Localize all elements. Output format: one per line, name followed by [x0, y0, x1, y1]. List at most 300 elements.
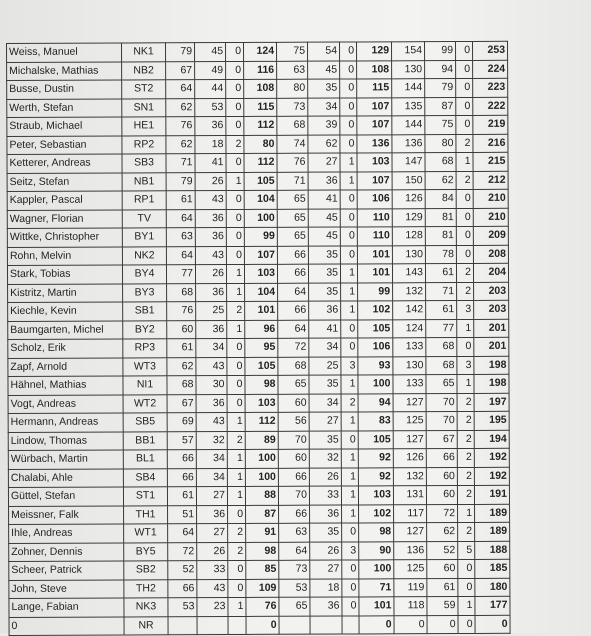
lane2-misses-cell: 0	[341, 430, 358, 449]
sum-full-cell: 142	[393, 301, 426, 320]
lane2-full-cell: 80	[277, 79, 308, 98]
grand-total-cell: 210	[473, 208, 508, 227]
sum-clear-cell: 77	[426, 319, 457, 338]
lane1-clear-cell: 49	[195, 61, 226, 80]
lane1-full-cell: 79	[166, 43, 195, 62]
lane1-clear-cell: 41	[195, 154, 226, 173]
lane2-full-cell: 73	[279, 560, 310, 579]
lane2-misses-cell: 1	[340, 171, 357, 190]
lane1-total-cell: 101	[245, 301, 278, 320]
lane2-misses-cell: 0	[340, 97, 357, 116]
table-row	[7, 60, 508, 81]
team-code-cell: NB1	[122, 172, 166, 191]
lane1-full-cell: 61	[166, 191, 195, 210]
lane2-total-cell: 101	[357, 245, 392, 264]
lane1-total-cell: 98	[245, 375, 278, 394]
lane1-full-cell: 62	[166, 98, 195, 117]
lane1-misses-cell: 1	[227, 486, 245, 505]
grand-total-cell: 189	[475, 522, 510, 541]
lane2-misses-cell: 0	[340, 60, 357, 79]
table-row	[9, 578, 510, 599]
lane1-total-cell: 124	[243, 42, 276, 61]
lane2-full-cell: 53	[279, 579, 310, 598]
sum-misses-cell: 2	[458, 522, 475, 541]
lane1-total-cell: 109	[246, 579, 279, 598]
results-table-body	[7, 41, 511, 635]
lane2-clear-cell: 26	[309, 468, 341, 487]
sum-misses-cell: 0	[456, 97, 473, 116]
lane2-total-cell: 106	[357, 190, 392, 209]
grand-total-cell: 194	[474, 430, 509, 449]
sum-clear-cell: 75	[425, 116, 456, 135]
sum-full-cell: 154	[391, 42, 424, 61]
grand-total-cell: 203	[474, 300, 509, 319]
lane2-clear-cell: 62	[308, 135, 340, 154]
lane2-clear-cell: 27	[308, 153, 340, 172]
team-code-cell: ST2	[122, 80, 166, 99]
sum-full-cell: 144	[392, 116, 425, 135]
sum-full-cell: 143	[392, 264, 425, 283]
player-name-cell: Hähnel, Mathias	[8, 376, 123, 395]
sum-misses-cell: 0	[456, 115, 473, 134]
sum-clear-cell: 71	[426, 282, 457, 301]
lane1-total-cell: 95	[245, 338, 278, 357]
sum-misses-cell: 0	[458, 615, 475, 634]
sum-clear-cell: 60	[426, 486, 457, 505]
lane1-clear-cell: 44	[195, 80, 226, 99]
sum-full-cell: 131	[393, 486, 426, 505]
lane1-total-cell: 89	[245, 431, 278, 450]
lane2-full-cell: 75	[276, 42, 307, 61]
grand-total-cell: 210	[473, 189, 508, 208]
lane2-total-cell: 98	[359, 523, 394, 542]
grand-total-cell: 216	[473, 134, 508, 153]
lane2-total-cell: 115	[357, 79, 392, 98]
lane1-misses-cell: 2	[228, 523, 246, 542]
lane1-total-cell: 112	[244, 116, 277, 135]
sum-clear-cell: 84	[425, 190, 456, 209]
lane2-full-cell	[279, 616, 310, 635]
sum-misses-cell: 2	[457, 411, 474, 430]
player-name-cell: Kistritz, Martin	[8, 283, 123, 302]
grand-total-cell: 180	[475, 578, 510, 597]
lane1-clear-cell: 27	[197, 524, 228, 543]
lane1-full-cell: 72	[168, 542, 197, 561]
lane2-total-cell: 105	[358, 430, 393, 449]
grand-total-cell: 224	[473, 60, 508, 79]
lane1-full-cell: 76	[166, 117, 195, 136]
lane1-clear-cell: 36	[195, 117, 226, 136]
grand-total-cell: 198	[474, 374, 509, 393]
lane2-clear-cell: 35	[308, 246, 340, 265]
lane1-full-cell: 62	[167, 357, 196, 376]
sum-misses-cell: 0	[456, 78, 473, 97]
sum-misses-cell: 0	[457, 337, 474, 356]
team-code-cell: SN1	[122, 98, 166, 117]
lane1-full-cell: 69	[167, 413, 196, 432]
lane2-misses-cell: 1	[341, 282, 358, 301]
lane2-misses-cell: 1	[341, 375, 358, 394]
lane2-clear-cell: 32	[309, 449, 341, 468]
sum-clear-cell: 80	[425, 134, 456, 153]
lane2-misses-cell: 1	[341, 412, 358, 431]
lane2-full-cell: 74	[277, 135, 308, 154]
lane2-full-cell: 66	[279, 505, 310, 524]
grand-total-cell: 192	[474, 448, 509, 467]
team-code-cell: NB2	[122, 61, 166, 80]
sum-misses-cell: 1	[456, 152, 473, 171]
sum-misses-cell: 1	[457, 374, 474, 393]
team-code-cell: NK1	[122, 43, 166, 62]
lane1-misses-cell: 0	[226, 153, 244, 172]
player-name-cell: Meissner, Falk	[9, 505, 124, 524]
sum-full-cell: 118	[394, 597, 427, 616]
grand-total-cell: 177	[475, 596, 510, 615]
lane2-clear-cell: 41	[308, 190, 340, 209]
player-name-cell: Rohn, Melvin	[7, 246, 122, 265]
lane2-full-cell: 64	[278, 320, 309, 339]
lane2-total-cell: 108	[357, 60, 392, 79]
team-code-cell: TV	[122, 209, 166, 228]
sum-clear-cell: 61	[425, 264, 456, 283]
sum-misses-cell: 0	[456, 60, 473, 79]
lane1-clear-cell: 30	[196, 376, 227, 395]
sum-clear-cell: 68	[426, 338, 457, 357]
table-row	[7, 263, 508, 284]
sum-misses-cell: 2	[456, 134, 473, 153]
lane2-clear-cell: 35	[308, 79, 340, 98]
lane1-clear-cell: 43	[196, 413, 227, 432]
player-name-cell: Lange, Fabian	[9, 598, 124, 617]
lane2-full-cell: 68	[277, 116, 308, 135]
table-row	[7, 78, 508, 99]
player-name-cell: Güttel, Stefan	[8, 487, 123, 506]
lane1-full-cell: 64	[166, 246, 195, 265]
sum-clear-cell: 66	[426, 449, 457, 468]
lane1-misses-cell: 0	[226, 98, 244, 117]
lane2-total-cell: 90	[359, 541, 394, 560]
lane1-total-cell: 88	[245, 486, 278, 505]
player-name-cell: Werth, Stefan	[7, 98, 122, 117]
lane1-clear-cell: 36	[196, 394, 227, 413]
lane2-misses-cell: 0	[339, 42, 356, 61]
sum-full-cell: 132	[393, 282, 426, 301]
lane2-total-cell: 102	[359, 504, 394, 523]
lane1-total-cell: 112	[244, 153, 277, 172]
sum-clear-cell: 79	[425, 79, 456, 98]
grand-total-cell: 222	[473, 97, 508, 116]
lane1-full-cell: 61	[167, 339, 196, 358]
lane2-total-cell: 101	[359, 597, 394, 616]
lane1-misses-cell: 0	[226, 209, 244, 228]
lane1-misses-cell: 0	[226, 227, 244, 246]
sum-full-cell: 132	[393, 467, 426, 486]
sum-full-cell: 125	[393, 412, 426, 431]
sum-clear-cell: 81	[425, 227, 456, 246]
table-row	[7, 171, 508, 192]
sum-clear-cell: 78	[425, 245, 456, 264]
lane2-full-cell: 71	[277, 172, 308, 191]
table-row	[8, 374, 509, 395]
sum-misses-cell: 0	[458, 578, 475, 597]
lane1-full-cell: 77	[166, 265, 195, 284]
lane2-clear-cell: 34	[309, 394, 341, 413]
lane2-clear-cell: 54	[307, 42, 339, 61]
player-name-cell: Kiechle, Kevin	[8, 302, 123, 321]
sum-misses-cell: 1	[458, 504, 475, 523]
lane1-misses-cell: 1	[227, 468, 245, 487]
lane2-total-cell: 83	[358, 412, 393, 431]
sum-full-cell: 144	[392, 79, 425, 98]
lane1-total-cell: 103	[244, 264, 277, 283]
grand-total-cell: 191	[474, 485, 509, 504]
results-table	[6, 41, 511, 636]
lane1-clear-cell: 34	[196, 339, 227, 358]
sum-clear-cell: 0	[427, 615, 458, 634]
lane1-misses-cell: 0	[227, 357, 245, 376]
team-code-cell: BY2	[123, 320, 167, 339]
lane1-misses-cell: 0	[227, 375, 245, 394]
lane1-misses-cell: 0	[227, 394, 245, 413]
table-row	[7, 97, 508, 118]
table-row	[9, 504, 510, 525]
lane2-misses-cell: 1	[341, 486, 358, 505]
team-code-cell: BY1	[122, 228, 166, 247]
lane2-clear-cell: 34	[308, 98, 340, 117]
lane1-full-cell: 68	[167, 283, 196, 302]
lane1-clear-cell: 53	[195, 98, 226, 117]
lane2-clear-cell: 35	[310, 523, 342, 542]
table-row	[7, 208, 508, 229]
sum-full-cell: 126	[392, 190, 425, 209]
lane1-full-cell: 60	[167, 320, 196, 339]
sum-full-cell: 130	[392, 60, 425, 79]
team-code-cell: SB5	[123, 413, 167, 432]
sum-clear-cell: 70	[426, 393, 457, 412]
sum-clear-cell: 60	[426, 467, 457, 486]
sum-clear-cell: 68	[426, 356, 457, 375]
lane2-misses-cell: 0	[341, 338, 358, 357]
lane1-misses-cell: 0	[226, 116, 244, 135]
lane2-full-cell: 66	[278, 301, 309, 320]
player-name-cell: Busse, Dustin	[7, 80, 122, 99]
player-name-cell: Wagner, Florian	[7, 209, 122, 228]
grand-total-cell: 185	[475, 559, 510, 578]
lane2-full-cell: 64	[279, 542, 310, 561]
lane2-misses-cell: 2	[341, 393, 358, 412]
team-code-cell: SB4	[123, 468, 167, 487]
lane1-clear-cell: 34	[196, 450, 227, 469]
table-row	[7, 226, 508, 247]
lane2-clear-cell: 35	[308, 264, 340, 283]
team-code-cell: NK2	[122, 246, 166, 265]
lane2-full-cell: 65	[277, 190, 308, 209]
lane2-misses-cell: 0	[340, 116, 357, 135]
lane2-full-cell: 56	[278, 412, 309, 431]
lane1-total-cell: 100	[245, 468, 278, 487]
table-row	[7, 152, 508, 173]
lane1-full-cell: 53	[168, 598, 197, 617]
lane2-total-cell: 107	[357, 97, 392, 116]
sum-full-cell: 136	[394, 541, 427, 560]
grand-total-cell: 215	[473, 152, 508, 171]
table-row	[8, 319, 509, 340]
sum-full-cell: 147	[392, 153, 425, 172]
player-name-cell: John, Steve	[9, 579, 124, 598]
lane1-clear-cell: 33	[197, 561, 228, 580]
player-name-cell: Peter, Sebastian	[7, 135, 122, 154]
player-name-cell: Lindow, Thomas	[8, 431, 123, 450]
grand-total-cell: 197	[474, 393, 509, 412]
lane2-full-cell: 65	[278, 375, 309, 394]
lane2-total-cell: 103	[357, 153, 392, 172]
lane1-full-cell: 68	[167, 376, 196, 395]
lane2-misses-cell: 0	[340, 134, 357, 153]
table-row	[8, 393, 509, 414]
player-name-cell: Vogt, Andreas	[8, 394, 123, 413]
team-code-cell: RP3	[123, 339, 167, 358]
table-row	[8, 337, 509, 358]
sum-misses-cell: 2	[457, 393, 474, 412]
lane2-clear-cell: 34	[309, 338, 341, 357]
grand-total-cell: 195	[474, 411, 509, 430]
lane1-full-cell: 71	[166, 154, 195, 173]
lane1-misses-cell: 0	[228, 579, 246, 598]
lane2-clear-cell: 25	[309, 357, 341, 376]
lane2-misses-cell	[342, 615, 359, 634]
team-code-cell: RP1	[122, 191, 166, 210]
lane1-full-cell: 64	[166, 80, 195, 99]
lane1-total-cell: 105	[244, 172, 277, 191]
lane1-clear-cell: 36	[195, 209, 226, 228]
table-row	[7, 134, 508, 155]
player-name-cell: Stark, Tobias	[7, 265, 122, 284]
table-row	[8, 430, 509, 451]
player-name-cell: Zohner, Dennis	[9, 542, 124, 561]
lane2-full-cell: 70	[278, 431, 309, 450]
sum-clear-cell: 59	[427, 597, 458, 616]
lane2-misses-cell: 0	[342, 597, 359, 616]
sum-misses-cell: 0	[456, 245, 473, 264]
sum-clear-cell: 52	[427, 541, 458, 560]
grand-total-cell: 203	[474, 282, 509, 301]
player-name-cell: Würbach, Martin	[8, 450, 123, 469]
team-code-cell: NI1	[123, 376, 167, 395]
lane2-clear-cell: 41	[309, 320, 341, 339]
lane1-misses-cell: 0	[227, 338, 245, 357]
lane1-full-cell: 61	[167, 487, 196, 506]
lane1-misses-cell: 1	[226, 172, 244, 191]
lane1-misses-cell: 0	[228, 505, 246, 524]
lane1-misses-cell: 1	[228, 597, 246, 616]
table-row	[8, 448, 509, 469]
lane2-misses-cell: 0	[340, 227, 357, 246]
sum-clear-cell: 99	[424, 42, 455, 61]
lane2-full-cell: 70	[278, 486, 309, 505]
lane2-misses-cell: 0	[340, 208, 357, 227]
lane2-misses-cell: 1	[341, 467, 358, 486]
lane1-misses-cell: 1	[227, 320, 245, 339]
lane1-clear-cell	[197, 616, 228, 635]
lane2-misses-cell: 0	[342, 560, 359, 579]
grand-total-cell: 204	[473, 263, 508, 282]
lane1-misses-cell: 1	[227, 449, 245, 468]
player-name-cell: Kappler, Pascal	[7, 191, 122, 210]
lane1-total-cell: 99	[244, 227, 277, 246]
lane1-clear-cell: 34	[196, 468, 227, 487]
lane1-full-cell: 62	[166, 135, 195, 154]
lane1-full-cell: 66	[168, 579, 197, 598]
table-row	[9, 522, 510, 543]
lane2-full-cell: 66	[277, 246, 308, 265]
lane2-full-cell: 68	[278, 357, 309, 376]
lane1-full-cell: 51	[168, 505, 197, 524]
lane1-clear-cell: 36	[196, 320, 227, 339]
grand-total-cell: 198	[474, 356, 509, 375]
lane1-clear-cell: 43	[196, 357, 227, 376]
table-row	[9, 615, 510, 636]
table-row	[9, 541, 510, 562]
lane1-total-cell: 104	[244, 190, 277, 209]
lane2-total-cell: 100	[359, 560, 394, 579]
sum-misses-cell: 0	[456, 226, 473, 245]
sum-clear-cell: 61	[427, 578, 458, 597]
grand-total-cell: 209	[473, 226, 508, 245]
lane1-misses-cell: 1	[227, 412, 245, 431]
sum-clear-cell: 60	[427, 560, 458, 579]
lane1-full-cell: 52	[168, 561, 197, 580]
team-code-cell: HE1	[122, 117, 166, 136]
sum-full-cell: 124	[393, 319, 426, 338]
lane1-full-cell: 64	[166, 209, 195, 228]
sum-full-cell: 128	[392, 227, 425, 246]
lane2-clear-cell: 35	[309, 375, 341, 394]
lane2-total-cell: 92	[358, 467, 393, 486]
lane2-clear-cell: 33	[309, 486, 341, 505]
lane1-total-cell: 96	[245, 320, 278, 339]
table-row	[8, 300, 509, 321]
sum-full-cell: 125	[394, 560, 427, 579]
team-code-cell: NK3	[124, 598, 168, 617]
sum-clear-cell: 68	[425, 153, 456, 172]
sum-full-cell: 119	[394, 578, 427, 597]
sum-full-cell: 127	[394, 523, 427, 542]
lane2-full-cell: 66	[278, 468, 309, 487]
lane1-clear-cell: 27	[196, 487, 227, 506]
lane2-full-cell: 72	[278, 338, 309, 357]
sum-misses-cell: 0	[455, 41, 472, 60]
player-name-cell: Zapf, Arnold	[8, 357, 123, 376]
lane2-total-cell: 92	[358, 449, 393, 468]
lane2-total-cell: 103	[358, 486, 393, 505]
lane1-full-cell: 64	[168, 524, 197, 543]
player-name-cell: Michalske, Mathias	[7, 61, 122, 80]
lane2-total-cell: 106	[358, 338, 393, 357]
lane1-total-cell: 85	[246, 560, 279, 579]
lane1-clear-cell: 26	[197, 542, 228, 561]
player-name-cell: 0	[9, 616, 124, 635]
lane2-misses-cell: 3	[341, 356, 358, 375]
lane1-misses-cell: 2	[227, 431, 245, 450]
sum-full-cell: 0	[394, 615, 427, 634]
sum-misses-cell: 2	[456, 171, 473, 190]
table-row	[7, 41, 508, 62]
sum-misses-cell: 0	[458, 559, 475, 578]
sum-full-cell: 135	[392, 97, 425, 116]
sum-clear-cell: 67	[426, 430, 457, 449]
lane1-total-cell: 87	[246, 505, 279, 524]
lane1-total-cell: 116	[244, 61, 277, 80]
